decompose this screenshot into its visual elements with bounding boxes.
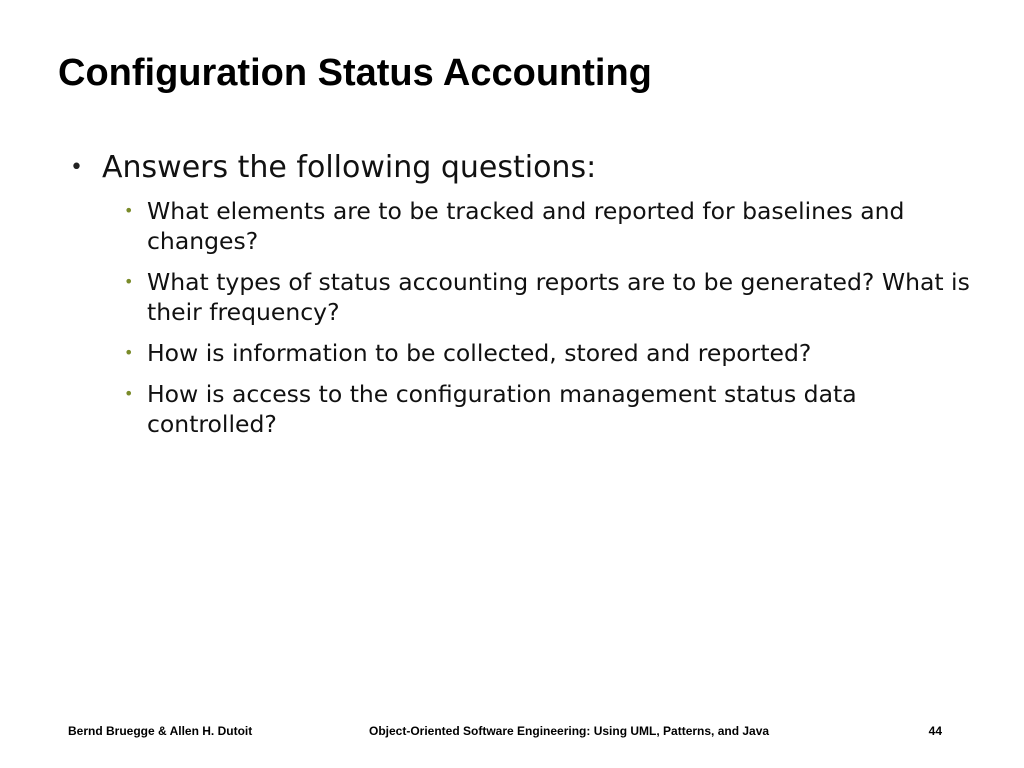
bullet-marker: •: [70, 155, 83, 180]
page-number: 44: [928, 724, 942, 738]
slide-footer: [0, 721, 1024, 741]
sub-bullet-report-types: [119, 267, 970, 327]
sub-bullet-marker: •: [124, 343, 134, 362]
sub-bullet-text: What types of status accounting reports are to be generated? What is their frequency?: [147, 268, 970, 326]
sub-bullet-text: What elements are to be tracked and reported for baselines and changes?: [147, 197, 905, 255]
sub-bullet-marker: •: [124, 384, 134, 403]
main-bullet: [70, 149, 970, 439]
sub-bullet-list: [102, 196, 970, 439]
sub-bullet-text: How is information to be collected, stored and reported?: [147, 339, 812, 367]
footer-book-title: Object-Oriented Software Engineering: Using UML, Patterns, and Java: [369, 724, 770, 738]
main-bullet-text: Answers the following questions:: [102, 150, 597, 185]
slide-title: Configuration Status Accounting: [58, 52, 652, 94]
sub-bullet-marker: •: [124, 201, 134, 220]
sub-bullet-text: How is access to the configuration management status data controlled?: [147, 380, 857, 438]
bullet-list: [70, 149, 970, 450]
sub-bullet-marker: •: [124, 272, 134, 291]
sub-bullet-tracked-elements: [119, 196, 970, 256]
footer-authors: Bernd Bruegge & Allen H. Dutoit: [68, 724, 253, 738]
sub-bullet-information-handling: [119, 338, 970, 368]
sub-bullet-access-control: [119, 379, 970, 439]
